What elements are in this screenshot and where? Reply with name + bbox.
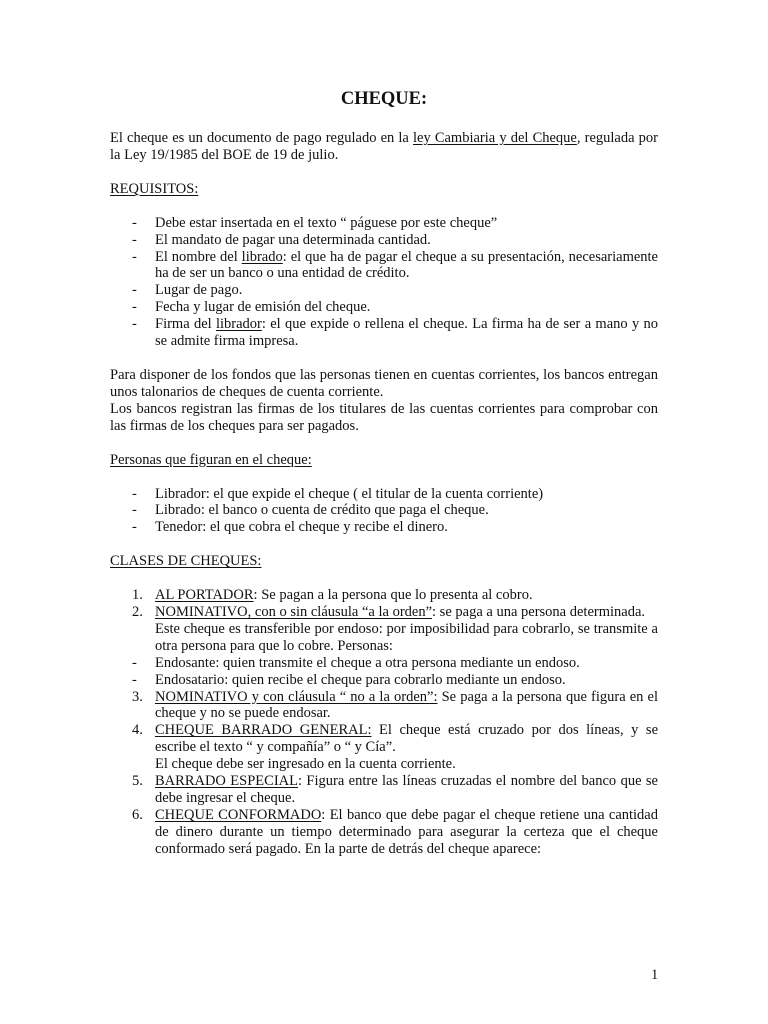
list-item: - Endosatario: quien recibe el cheque para cobrarlo mediante un endoso. xyxy=(132,671,566,688)
list-item: - Tenedor: el que cobra el cheque y recibe el dinero. xyxy=(110,519,658,536)
list-item: - Endosante: quien transmite el cheque a otra persona mediante un endoso. xyxy=(132,654,580,671)
term-librado: librado xyxy=(241,248,283,265)
item-note: El cheque debe ser ingresado en la cuenta corriente. xyxy=(155,756,456,773)
section-heading-clases: CLASES DE CHEQUES: xyxy=(110,553,262,570)
law-reference: ley Cambiaria y del Cheque xyxy=(412,130,577,146)
page-title: CHEQUE: xyxy=(340,89,428,109)
document-body xyxy=(110,130,658,858)
personas-list xyxy=(110,486,658,537)
section-heading-requisitos: REQUISITOS: xyxy=(110,180,199,197)
fondos-paragraph-2: Los bancos registran las firmas de los titulares de las cuentas corrientes para comprobar con las firmas de los cheques para ser pagados. xyxy=(110,400,658,434)
intro-paragraph xyxy=(110,130,658,164)
requisitos-list xyxy=(110,215,658,350)
list-item: - Librado: el banco o cuenta de crédito que paga el cheque. xyxy=(110,502,658,519)
numbered-item: 6. CHEQUE CONFORMADO: El banco que debe pagar el cheque retiene una cantidad de dinero durante un tiempo determinado para asegurar la certeza que el cheque conformado será pagado. En la parte de detrás del cheque aparece: xyxy=(132,806,658,857)
numbered-item: 1. AL PORTADOR: Se pagan a la persona que lo presenta al cobro. xyxy=(132,587,533,604)
clases-list xyxy=(110,587,658,858)
section-heading-personas: Personas que figuran en el cheque: xyxy=(110,451,312,468)
list-item: - Firma del librador: el que expide o rellena el cheque. La firma ha de ser a mano y no se admite firma impresa. xyxy=(110,316,658,350)
fondos-paragraph-1: Para disponer de los fondos que las personas tienen en cuentas corrientes, los bancos entregan unos talonarios de cheques de cuenta corriente. xyxy=(110,366,658,400)
list-item: - Fecha y lugar de emisión del cheque. xyxy=(110,299,658,316)
numbered-item: 4. CHEQUE BARRADO GENERAL: El cheque está cruzado por dos líneas, y se escribe el texto “ y compañía” o “ y Cía”. xyxy=(132,722,658,756)
list-item: - Librador: el que expide el cheque ( el titular de la cuenta corriente) xyxy=(110,486,658,503)
list-item: - El mandato de pagar una determinada cantidad. xyxy=(110,232,658,249)
list-item: - Debe estar insertada en el texto “ páguese por este cheque” xyxy=(110,215,658,232)
numbered-item: 2. NOMINATIVO, con o sin cláusula “a la orden”: se paga a una persona determinada. xyxy=(132,604,646,621)
numbered-item: 3. NOMINATIVO y con cláusula “ no a la orden”: Se paga a la persona que figura en el cheque y no se puede endosar. xyxy=(132,688,658,722)
intro-text-2: , regulada por la Ley 19/1985 del BOE de 19 de julio. xyxy=(110,130,658,163)
page-number: 1 xyxy=(651,967,659,983)
term-librador: librador xyxy=(215,316,262,333)
numbered-item: 5. BARRADO ESPECIAL: Figura entre las líneas cruzadas el nombre del banco que se debe ingresar el cheque. xyxy=(132,773,658,806)
list-item: - El nombre del librado: el que ha de pagar el cheque a su presentación, necesariamente ha de ser un banco o una entidad de crédito. xyxy=(110,249,658,283)
intro-text-1: El cheque es un documento de pago regulado en la xyxy=(110,130,413,146)
list-item: - Lugar de pago. xyxy=(110,282,658,299)
item-note: Este cheque es transferible por endoso: por imposibilidad para cobrarlo, se transmite a otra persona para que lo cobre. Personas: xyxy=(155,620,658,654)
